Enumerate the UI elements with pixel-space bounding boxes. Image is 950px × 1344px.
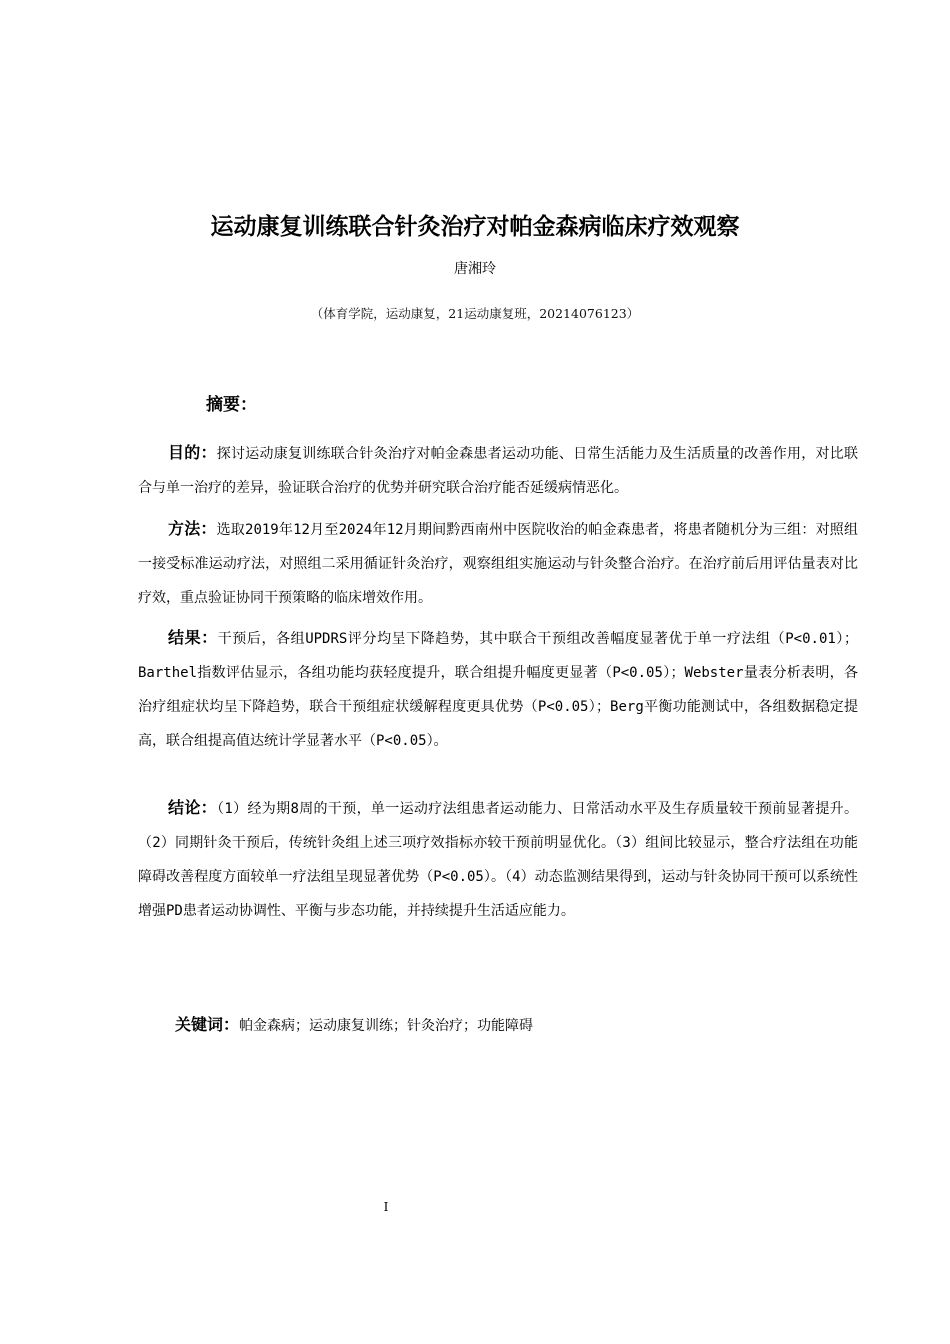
aim-text: 探讨运动康复训练联合针灸治疗对帕金森患者运动功能、日常生活能力及生活质量的改善作用，对比联合与单一治疗的差异，验证联合治疗的优势并研究联合治疗能否延缓病情恶化。 bbox=[138, 446, 858, 496]
author-name: 唐湘玲 bbox=[454, 261, 496, 277]
abstract-aim bbox=[138, 436, 858, 505]
keywords-label: 关键词： bbox=[175, 1015, 240, 1034]
method-text: 选取2019年12月至2024年12月期间黔西南州中医院收治的帕金森患者，将患者随机分为三组：对照组一接受标准运动疗法，对照组二采用循证针灸治疗，观察组组实施运动与针灸整合治疗。在治疗前后用评估量表对比疗效，重点验证协同干预策略的临床增效作用。 bbox=[138, 522, 858, 606]
conclusion-text: （1）经为期8周的干预，单一运动疗法组患者运动能力、日常活动水平及生存质量较干预前显著提升。（2）同期针灸干预后，传统针灸组上述三项疗效指标亦较干预前明显优化。（3）组间比较显示，整合疗法组在功能障碍改善程度方面较单一疗法组呈现显著优势（P<0.05）。（4）动态监测结果得到，运动与针灸协同干预可以系统性增强PD患者运动协调性、平衡与步态功能，并持续提升生活适应能力。 bbox=[138, 801, 858, 919]
abstract-method bbox=[138, 512, 858, 615]
paper-title: 运动康复训练联合针灸治疗对帕金森病临床疗效观察 bbox=[210, 214, 740, 240]
result-label: 结果： bbox=[168, 628, 218, 647]
conclusion-label: 结论： bbox=[168, 798, 218, 817]
keywords-text: 帕金森病；运动康复训练；针灸治疗；功能障碍 bbox=[239, 1018, 534, 1034]
author-affiliation: （体育学院，运动康复，21运动康复班，20214076123） bbox=[310, 306, 640, 321]
aim-label: 目的： bbox=[168, 443, 217, 462]
abstract-heading: 摘要： bbox=[206, 395, 257, 415]
page-number: I bbox=[383, 1200, 389, 1214]
keywords bbox=[175, 1012, 533, 1035]
method-label: 方法： bbox=[168, 519, 217, 538]
abstract-result bbox=[138, 621, 858, 758]
abstract-conclusion bbox=[138, 791, 858, 928]
result-text: 干预后，各组UPDRS评分均呈下降趋势，其中联合干预组改善幅度显著优于单一疗法组（P<0.01）；Barthel指数评估显示，各组功能均获轻度提升，联合组提升幅度更显著（P<0.05）；Webster量表分析表明，各治疗组症状均呈下降趋势，联合干预组症状缓解程度更具优势（P<0.05）；Berg平衡功能测试中，各组数据稳定提高，联合组提高值达统计学显著水平（P<0.05）。 bbox=[138, 631, 858, 749]
